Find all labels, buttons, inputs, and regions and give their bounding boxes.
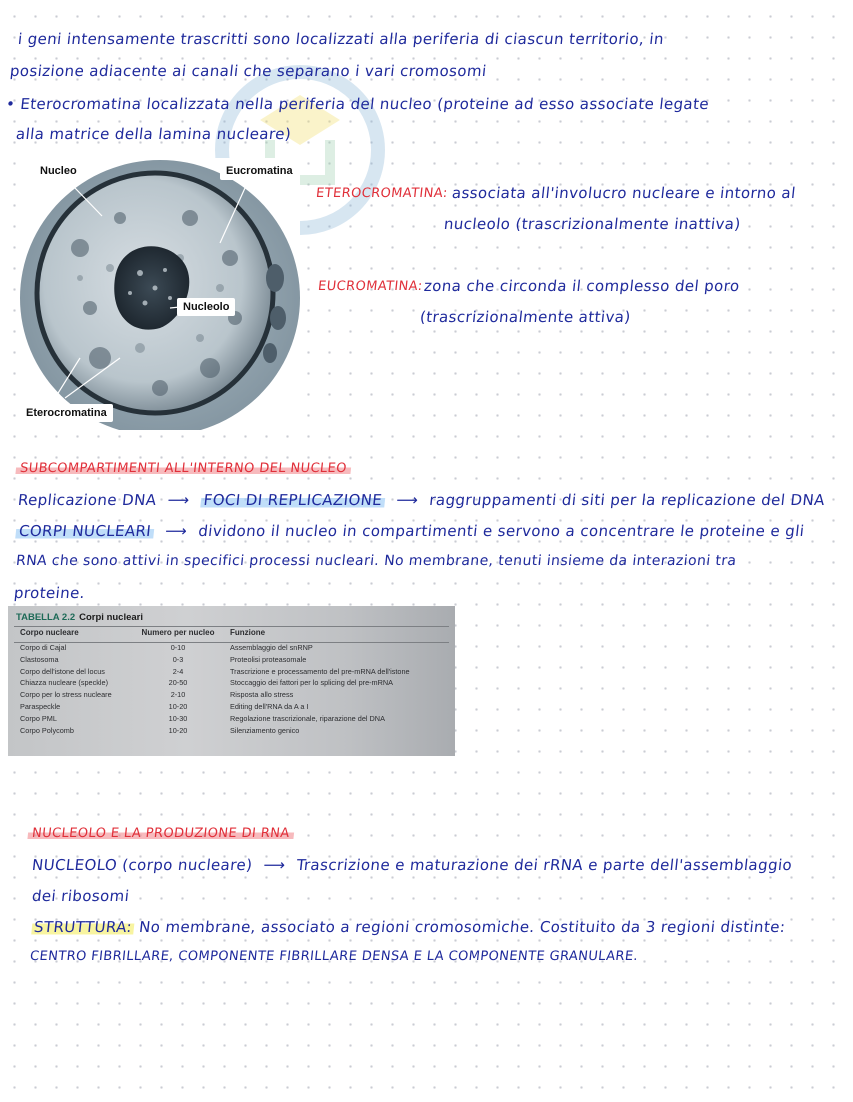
replicazione-label: Replicazione DNA: [17, 491, 158, 509]
cell-corpo: Corpo dell'istone del locus: [20, 666, 105, 676]
nucleolo-line-2: dei ribosomi: [31, 887, 131, 905]
cell-funzione: Regolazione trascrizionale, riparazione del DNA: [230, 713, 385, 723]
heading-text: NUCLEOLO E LA PRODUZIONE DI RNA: [27, 826, 294, 841]
arrow-icon: ⟶: [164, 522, 189, 540]
cell-numero: 10-20: [168, 701, 188, 711]
cell-funzione: Assemblaggio del snRNP: [230, 643, 313, 652]
table-row: [8, 678, 455, 690]
struttura-line: [31, 918, 786, 936]
cell-funzione: Risposta allo stress: [230, 690, 294, 700]
cell-funzione: Trascrizione e processamento del pre-mRNA dell'istone: [230, 666, 410, 676]
cell-corpo: Corpo PML: [20, 713, 57, 723]
struttura-label: STRUTTURA:: [33, 918, 133, 936]
header-numero: Numero per nucleo: [141, 628, 215, 637]
cell-numero: 2-4: [172, 666, 184, 676]
struttura-line-2: CENTRO FIBRILLARE, COMPONENTE FIBRILLARE DENSA E LA COMPONENTE GRANULARE.: [29, 949, 639, 964]
foci-replicazione: FOCI DI REPLICAZIONE: [200, 491, 386, 509]
corpi-line: [15, 522, 805, 540]
note-line-4: alla matrice della lamina nucleare): [15, 125, 293, 143]
section-heading-nucleolo: [27, 826, 294, 841]
cell-corpo: Clastosoma: [20, 654, 59, 664]
table-row: [8, 726, 455, 738]
table-row: [8, 667, 455, 679]
table-number: TABELLA 2.2: [16, 612, 76, 623]
cell-corpo: Paraspeckle: [20, 701, 61, 711]
cell-numero: 2-10: [170, 690, 186, 700]
def-eucromatina-2: (trascrizionalmente attiva): [419, 308, 632, 326]
def-eterocromatina-1: associata all'involucro nucleare e intorno al: [451, 184, 797, 202]
micrograph-image: [20, 158, 300, 430]
cell-funzione: Silenziamento genico: [230, 725, 300, 735]
label-nucleo: Nucleo: [34, 162, 83, 180]
cell-funzione: Proteolisi proteasomale: [230, 654, 307, 664]
corpi-nucleari-label: CORPI NUCLEARI: [15, 522, 155, 540]
table-row: [8, 714, 455, 726]
corpi-nucleari-table: [8, 606, 455, 756]
cell-funzione: Stoccaggio dei fattori per lo splicing del pre-mRNA: [230, 678, 394, 688]
term-eterocromatina: ETEROCROMATINA:: [315, 186, 449, 201]
note-line-1: i geni intensamente trascritti sono localizzati alla periferia di ciascun territorio, in: [17, 30, 665, 48]
section-heading-subcompartimenti: [15, 461, 351, 476]
cell-numero: 0-3: [172, 654, 184, 664]
table-header-row: [8, 628, 455, 642]
cell-corpo: Corpo di Cajal: [20, 643, 67, 652]
table-title-text: Corpi nucleari: [79, 612, 143, 623]
foci-description: raggruppamenti di siti per la replicazione del DNA: [428, 491, 826, 509]
cell-funzione: Editing dell'RNA da A a I: [230, 701, 309, 711]
label-nucleolo: Nucleolo: [177, 298, 235, 316]
nucleus-micrograph: [20, 158, 300, 430]
label-eterocromatina: Eterocromatina: [20, 404, 113, 422]
corpi-line-3: proteine.: [13, 584, 86, 602]
cell-numero: 20-50: [168, 678, 188, 688]
table-row: [8, 655, 455, 667]
corpi-line-2: RNA che sono attivi in specifici processi nucleari. No membrane, tenuti insieme da interazioni tra: [15, 553, 738, 569]
def-eucromatina-1: zona che circonda il complesso del poro: [423, 277, 741, 295]
note-line-2: posizione adiacente ai canali che separano i vari cromosomi: [9, 62, 488, 80]
def-eterocromatina-2: nucleolo (trascrizionalmente inattiva): [443, 215, 742, 233]
struttura-description: No membrane, associato a regioni cromosomiche. Costituito da 3 regioni distinte:: [138, 918, 787, 936]
heading-text: SUBCOMPARTIMENTI ALL'INTERNO DEL NUCLEO: [15, 461, 351, 476]
table-row: [8, 643, 455, 655]
cell-corpo: Corpo per lo stress nucleare: [20, 690, 112, 700]
arrow-icon: ⟶: [262, 856, 287, 874]
nucleolo-label: NUCLEOLO (corpo nucleare): [31, 856, 254, 874]
table-row: [8, 702, 455, 714]
arrow-icon: ⟶: [395, 491, 420, 509]
table-body: [8, 643, 455, 737]
cell-numero: 10-20: [168, 725, 188, 735]
cell-corpo: Chiazza nucleare (speckle): [20, 678, 109, 688]
cell-numero: 0-10: [170, 643, 186, 652]
header-funzione: Funzione: [230, 628, 266, 637]
nucleolo-line: [31, 856, 793, 874]
corpi-description: dividono il nucleo in compartimenti e servono a concentrare le proteine e gli: [197, 522, 806, 540]
label-eucromatina: Eucromatina: [220, 162, 299, 180]
cell-corpo: Corpo Polycomb: [20, 725, 74, 735]
arrow-icon: ⟶: [166, 491, 191, 509]
table-row: [8, 690, 455, 702]
table-rule-top: [14, 626, 449, 627]
replicazione-line: [17, 491, 826, 509]
note-line-3: • Eterocromatina localizzata nella periferia del nucleo (proteine ad esso associate legate: [5, 95, 711, 113]
term-eucromatina: EUCROMATINA:: [317, 279, 424, 294]
cell-numero: 10-30: [168, 713, 188, 723]
header-corpo: Corpo nucleare: [20, 628, 79, 637]
table-title: [16, 612, 143, 623]
nucleolo-description: Trascrizione e maturazione dei rRNA e parte dell'assemblaggio: [295, 856, 794, 874]
